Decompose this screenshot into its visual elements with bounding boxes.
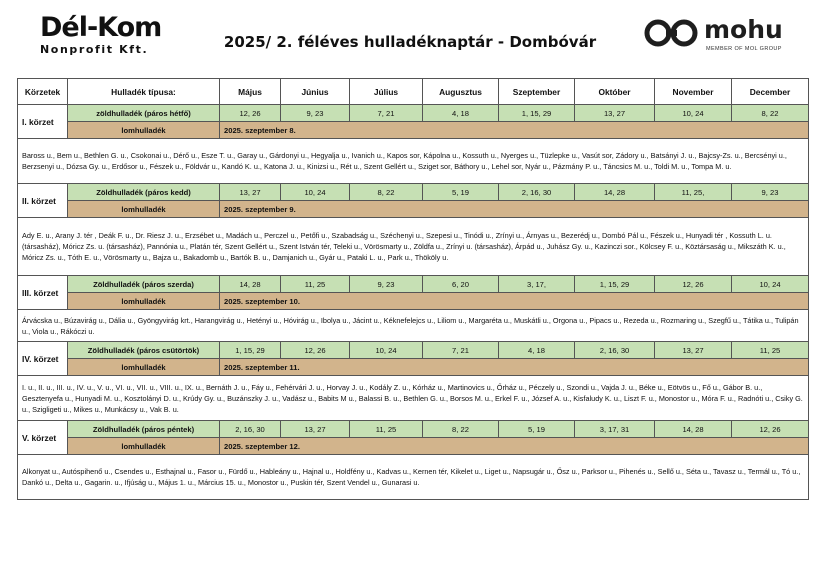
collection-date: 2, 16, 30 xyxy=(220,421,281,438)
collection-date: 1, 15, 29 xyxy=(575,276,655,293)
streets-row xyxy=(18,139,809,184)
del-kom-logo xyxy=(40,14,175,56)
district-name: II. körzet xyxy=(18,184,68,218)
header-month: Szeptember xyxy=(499,79,575,105)
bulky-waste-date: 2025. szeptember 11. xyxy=(220,359,809,376)
del-kom-logo-sub: Nonprofit Kft. xyxy=(40,43,149,56)
waste-calendar-table xyxy=(17,78,809,500)
bulky-waste-row xyxy=(18,438,809,455)
streets-row xyxy=(18,455,809,500)
collection-date: 13, 27 xyxy=(575,105,655,122)
streets-row xyxy=(18,310,809,342)
collection-date: 14, 28 xyxy=(220,276,281,293)
collection-date: 10, 24 xyxy=(350,342,423,359)
green-waste-label: zöldhulladék (páros hétfő) xyxy=(68,105,220,122)
streets-row xyxy=(18,376,809,421)
green-waste-row xyxy=(18,105,809,122)
header-korzetek: Körzetek xyxy=(18,79,68,105)
collection-date: 9, 23 xyxy=(732,184,809,201)
collection-date: 1, 15, 29 xyxy=(220,342,281,359)
collection-date: 8, 22 xyxy=(732,105,809,122)
bulky-waste-row xyxy=(18,122,809,139)
collection-date: 9, 23 xyxy=(281,105,350,122)
street-list: Alkonyat u., Autóspihenő u., Csendes u., Esthajnal u., Fasor u., Fürdő u., Hableány u., Hajnal u., Holdfény u., Kadvas u., Kernen tér, Kikelet u., Liget u., Napsugár u., Ősz u., Parksor u., Pihenés u., Sellő u., Séta u., Tavasz u., Termál u., Tó u., Dankó u., Delta u., Gagarin. u., Ifjúság u., Május 1. u., Március 15. u., Monostor u., Puskin tér, Szent Vendel u., Gunarasi u. xyxy=(18,455,809,500)
collection-date: 13, 27 xyxy=(281,421,350,438)
header-month: Május xyxy=(220,79,281,105)
header-month: December xyxy=(732,79,809,105)
collection-date: 2, 16, 30 xyxy=(499,184,575,201)
street-list: Baross u., Bem u., Bethlen G. u., Csokonai u., Dérő u., Esze T. u., Garay u., Gárdonyi u., Hegyalja u., Ivanich u., Kapos sor, Kápolna u., Kossuth u., Nyerges u., Tüzlepke u., Vasút sor, Zádory u., Batsányi J. u., Bajcsy-Zs. u., Bercsényi u., Berzsenyi u., Dózsa Gy. u., Erdősor u., Fészek u., Földvár u., Kandó K. u., Katona J. u., Kinizsi u., Rét u., Szent Gellért u., Sziget sor, Báthory u., Lehel sor, Nyár u., Pázmány P. u., Táncsics M. u., Toldi M. u., Tompa M. u. xyxy=(18,139,809,184)
header-month: Július xyxy=(350,79,423,105)
collection-date: 3, 17, xyxy=(499,276,575,293)
collection-date: 3, 17, 31 xyxy=(575,421,655,438)
green-waste-row xyxy=(18,342,809,359)
table-header-row xyxy=(18,79,809,105)
collection-date: 4, 18 xyxy=(499,342,575,359)
collection-date: 7, 21 xyxy=(350,105,423,122)
collection-date: 9, 23 xyxy=(350,276,423,293)
bulky-waste-date: 2025. szeptember 8. xyxy=(220,122,809,139)
header-month: Augusztus xyxy=(423,79,499,105)
bulky-waste-date: 2025. szeptember 12. xyxy=(220,438,809,455)
bulky-waste-label: lomhulladék xyxy=(68,122,220,139)
mohu-logo-sub: MEMBER OF MOL GROUP xyxy=(706,46,782,52)
collection-date: 13, 27 xyxy=(220,184,281,201)
collection-date: 10, 24 xyxy=(732,276,809,293)
collection-date: 12, 26 xyxy=(220,105,281,122)
green-waste-row xyxy=(18,276,809,293)
collection-date: 10, 24 xyxy=(281,184,350,201)
bulky-waste-date: 2025. szeptember 10. xyxy=(220,293,809,310)
header-month: November xyxy=(655,79,732,105)
bulky-waste-row xyxy=(18,293,809,310)
bulky-waste-row xyxy=(18,201,809,218)
collection-date: 12, 26 xyxy=(732,421,809,438)
green-waste-label: Zöldhulladék (páros kedd) xyxy=(68,184,220,201)
collection-date: 12, 26 xyxy=(281,342,350,359)
collection-date: 2, 16, 30 xyxy=(575,342,655,359)
collection-date: 13, 27 xyxy=(655,342,732,359)
bulky-waste-label: lomhulladék xyxy=(68,293,220,310)
collection-date: 5, 19 xyxy=(423,184,499,201)
page-header xyxy=(0,0,825,72)
district-name: IV. körzet xyxy=(18,342,68,376)
bulky-waste-row xyxy=(18,359,809,376)
collection-date: 1, 15, 29 xyxy=(499,105,575,122)
collection-date: 12, 26 xyxy=(655,276,732,293)
bulky-waste-label: lomhulladék xyxy=(68,438,220,455)
collection-date: 11, 25 xyxy=(281,276,350,293)
green-waste-label: Zöldhulladék (páros szerda) xyxy=(68,276,220,293)
collection-date: 7, 21 xyxy=(423,342,499,359)
collection-date: 5, 19 xyxy=(499,421,575,438)
streets-row xyxy=(18,218,809,276)
district-name: V. körzet xyxy=(18,421,68,455)
bulky-waste-label: lomhulladék xyxy=(68,201,220,218)
mohu-logo-word: mohu xyxy=(704,15,783,44)
collection-date: 14, 28 xyxy=(575,184,655,201)
collection-date: 6, 20 xyxy=(423,276,499,293)
street-list: Árvácska u., Búzavirág u., Dália u., Gyöngyvirág krt., Harangvirág u., Hetényi u., Hóvirág u., Ibolya u., Jácint u., Kéknefelejcs u., Liliom u., Margaréta u., Muskátli u., Orgona u., Pipacs u., Rezeda u., Rozmaring u., Szegfű u., Tátika u., Tulipán u., Viola u., Rákóczi u. xyxy=(18,310,809,342)
street-list: I. u., II. u., III. u., IV. u., V. u., VI. u., VII. u., VIII. u., IX. u., Bernáth J. u., Fáy u., Fehérvári J. u., Horvay J. u., Kodály Z. u., Kórház u., Martinovics u., Őrház u., Péczely u., Szondi u., Vajda J. u., Béke u., Eötvös u., Fő u., Gábor B. u., Gesztenyefa u., Hunyadi M. u., Kosztolányi D. u., Krúdy Gy. u., Buzánszky J. u., Vadász u., Babits M u., Balassi B. u., Bethlen G. u., Borsos M. u., Erkel F. u., József A. u., Kisfaludy K. u., Liszt F. u., Monostor u., Móra F. u., Radnóti u., Csiky G. u., Szigligeti u., Mikes u., Munkácsy u., Vak B. u. xyxy=(18,376,809,421)
collection-date: 11, 25 xyxy=(732,342,809,359)
collection-date: 10, 24 xyxy=(655,105,732,122)
mohu-mark-icon xyxy=(644,18,700,48)
collection-date: 8, 22 xyxy=(423,421,499,438)
header-hulladek-tipusa: Hulladék típusa: xyxy=(68,79,220,105)
collection-date: 14, 28 xyxy=(655,421,732,438)
page-title: 2025/ 2. féléves hulladéknaptár - Dombóvár xyxy=(223,33,597,51)
green-waste-label: Zöldhulladék (páros csütörtök) xyxy=(68,342,220,359)
district-name: I. körzet xyxy=(18,105,68,139)
collection-date: 11, 25 xyxy=(350,421,423,438)
header-month: Június xyxy=(281,79,350,105)
bulky-waste-date: 2025. szeptember 9. xyxy=(220,201,809,218)
collection-date: 8, 22 xyxy=(350,184,423,201)
green-waste-row xyxy=(18,421,809,438)
green-waste-label: Zöldhulladék (páros péntek) xyxy=(68,421,220,438)
collection-date: 4, 18 xyxy=(423,105,499,122)
green-waste-row xyxy=(18,184,809,201)
bulky-waste-label: lomhulladék xyxy=(68,359,220,376)
collection-date: 11, 25, xyxy=(655,184,732,201)
header-month: Október xyxy=(575,79,655,105)
street-list: Ady E. u., Arany J. tér , Deák F. u., Dr. Riesz J. u., Erzsébet u., Madách u., Perczel u., Petőfi u., Szabadság u., Széchenyi u., Szepesi u., Tinódi u., Zrínyi u., Árnyas u., Bezerédj u., Dombó Pál u., Fészek u., Hunyadi tér , Kossuth L. u. (társasház), Móricz Zs. u. (társasház), Pannónia u., Platán tér, Szent Gellért u., Szent István tér, Teleki u., Vörösmarty u., Zöldfa u., Zrínyi u. (társasház), Árpád u., Juhász Gy. u., Kazinczi sor., Kölcsey F. u., Köztársaság u., Mikszáth K. u., Móricz Zs. u., Tóth E. u., Vörösmarty u., Bajza u., Bakadomb u., Bartók B. u., Damjanich u., Gyár u., Pataki L. u., Park u., Thököly u. xyxy=(18,218,809,276)
del-kom-logo-main: Dél-Kom xyxy=(40,12,162,43)
mohu-logo xyxy=(644,14,794,58)
district-name: III. körzet xyxy=(18,276,68,310)
